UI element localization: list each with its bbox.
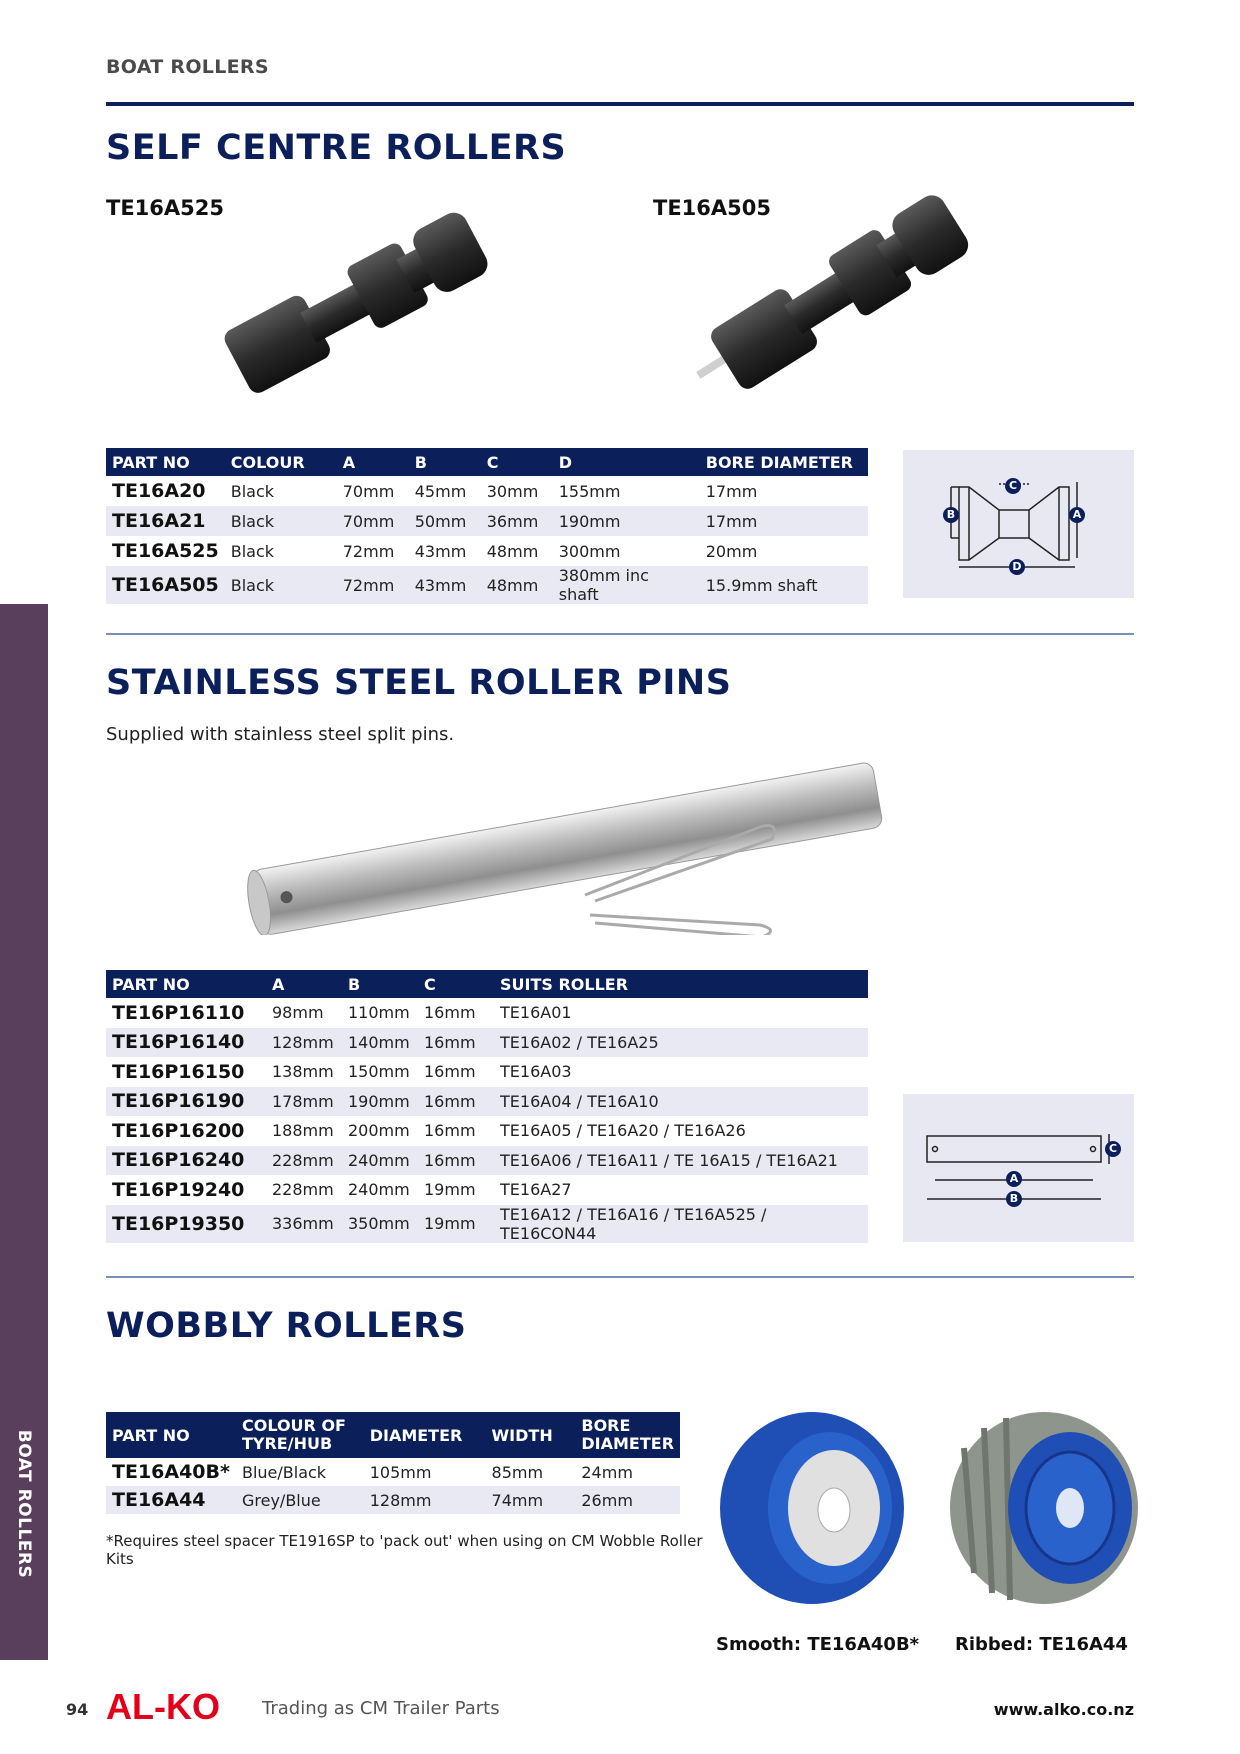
cell: 48mm xyxy=(486,541,539,561)
table-row xyxy=(106,998,868,1028)
cell: 188mm xyxy=(272,1121,334,1141)
dimension-marker-d: D xyxy=(1009,559,1025,575)
website-link[interactable]: www.alko.co.nz xyxy=(993,1700,1134,1719)
cell: TE16A04 / TE16A10 xyxy=(494,1087,868,1117)
wobbly-footnote: *Requires steel spacer TE1916SP to 'pack out' when using on CM Wobble Roller Kits xyxy=(106,1532,703,1568)
side-tab-label: BOAT ROLLERS xyxy=(14,1429,34,1579)
cell: 140mm xyxy=(342,1028,418,1058)
wobbly-table xyxy=(106,1412,680,1514)
page-number: 94 xyxy=(66,1700,89,1719)
table-header-row xyxy=(106,448,868,476)
cell: TE16A06 / TE16A11 / TE 16A15 / TE16A21 xyxy=(494,1146,868,1176)
cell: 43mm xyxy=(414,541,467,561)
table-row xyxy=(106,1116,868,1146)
cell: TE16P16190 xyxy=(106,1087,266,1117)
pins-subtitle: Supplied with stainless steel split pins. xyxy=(106,724,455,745)
cell: TE16A40B* xyxy=(112,1461,230,1483)
section-divider xyxy=(106,1276,1134,1278)
cell: 128mm xyxy=(266,1028,342,1058)
cell: TE16A02 / TE16A25 xyxy=(494,1028,868,1058)
cell: 70mm xyxy=(342,481,395,501)
cell: 240mm xyxy=(348,1180,410,1200)
cell: 105mm xyxy=(369,1462,432,1482)
table-row xyxy=(106,1205,868,1243)
smooth-roller-image xyxy=(712,1408,912,1608)
table-row xyxy=(106,1028,868,1058)
col-d: D xyxy=(553,448,700,476)
dimension-marker-b: B xyxy=(943,507,959,523)
cell: TE16A505 xyxy=(106,566,225,604)
cell: 19mm xyxy=(418,1205,494,1243)
cell: Black xyxy=(230,481,275,501)
table-row xyxy=(106,566,868,604)
alko-logo xyxy=(106,1688,240,1724)
cell: 72mm xyxy=(342,541,395,561)
cell: 350mm xyxy=(342,1205,418,1243)
brand-logo-icon xyxy=(106,1688,240,1724)
dimension-marker-b: B xyxy=(1006,1191,1022,1207)
table-row xyxy=(106,1458,680,1486)
cell: TE16A20 xyxy=(112,480,206,502)
cell: 200mm xyxy=(348,1121,410,1141)
cell: 190mm xyxy=(342,1087,418,1117)
cell: 15.9mm shaft xyxy=(700,566,868,604)
pins-table xyxy=(106,970,868,1243)
self-centre-title: SELF CENTRE ROLLERS xyxy=(106,128,567,168)
cell: 50mm xyxy=(409,506,481,536)
wobbly-title: WOBBLY ROLLERS xyxy=(106,1306,467,1346)
cell: 128mm xyxy=(364,1486,486,1514)
col-b: B xyxy=(342,970,418,998)
cell: TE16A44 xyxy=(106,1486,236,1514)
trading-as: Trading as CM Trailer Parts xyxy=(262,1698,500,1719)
table-row xyxy=(106,536,868,566)
col-part-no: PART NO xyxy=(106,970,266,998)
cell: TE16P19350 xyxy=(106,1205,266,1243)
cell: 17mm xyxy=(700,506,868,536)
col-part-no: PART NO xyxy=(106,1412,236,1458)
dimension-marker-a: A xyxy=(1069,507,1085,523)
cell: 228mm xyxy=(272,1180,334,1200)
table-header-row xyxy=(106,1412,680,1458)
cell: 380mm inc shaft xyxy=(553,566,700,604)
cell: Black xyxy=(225,566,337,604)
cell: TE16A01 xyxy=(500,1003,572,1023)
col-a: A xyxy=(337,448,409,476)
cell: 16mm xyxy=(418,1028,494,1058)
cell: 30mm xyxy=(486,481,539,501)
cell: 26mm xyxy=(575,1486,680,1514)
col-width: WIDTH xyxy=(486,1412,576,1458)
table-row xyxy=(106,476,868,506)
dimension-marker-c: C xyxy=(1105,1141,1121,1157)
col-bore: BORE DIAMETER xyxy=(700,448,868,476)
pins-title: STAINLESS STEEL ROLLER PINS xyxy=(106,663,732,703)
side-tab xyxy=(0,604,48,1660)
cell: 98mm xyxy=(272,1003,324,1023)
cell: 336mm xyxy=(266,1205,342,1243)
cell: 16mm xyxy=(424,1062,476,1082)
cell: TE16P16200 xyxy=(112,1119,245,1142)
col-c: C xyxy=(481,448,553,476)
roller-outline-icon xyxy=(903,450,1134,598)
table-row xyxy=(106,1486,680,1514)
cell: 85mm xyxy=(491,1462,544,1482)
table-row xyxy=(106,1057,868,1087)
cell: 110mm xyxy=(348,1003,410,1023)
col-part-no: PART NO xyxy=(106,448,225,476)
cell: 190mm xyxy=(553,506,700,536)
cell: 16mm xyxy=(424,1003,476,1023)
cell: 240mm xyxy=(342,1146,418,1176)
header-divider xyxy=(106,102,1134,106)
cell: 70mm xyxy=(337,506,409,536)
cell: TE16P16140 xyxy=(106,1028,266,1058)
cell: 20mm xyxy=(705,541,758,561)
cell: 24mm xyxy=(581,1462,633,1482)
col-c: C xyxy=(418,970,494,998)
self-centre-roller-image-2 xyxy=(665,180,985,410)
cell: 72mm xyxy=(337,566,409,604)
cell: 43mm xyxy=(409,566,481,604)
col-a: A xyxy=(266,970,342,998)
roller-caption-2: TE16A505 xyxy=(653,196,771,220)
roller-caption-1: TE16A525 xyxy=(106,196,224,220)
cell: 150mm xyxy=(348,1062,410,1082)
cell: 178mm xyxy=(266,1087,342,1117)
table-row xyxy=(106,1175,868,1205)
cell: 19mm xyxy=(424,1180,476,1200)
cell: TE16A21 xyxy=(106,506,225,536)
self-centre-table xyxy=(106,448,868,604)
table-row xyxy=(106,506,868,536)
cell: Blue/Black xyxy=(241,1462,327,1482)
cell: 138mm xyxy=(272,1062,334,1082)
cell: TE16P16150 xyxy=(112,1060,245,1083)
dimension-marker-a: A xyxy=(1006,1171,1022,1187)
cell: 300mm xyxy=(558,541,621,561)
col-b: B xyxy=(409,448,481,476)
cell: TE16P19240 xyxy=(112,1178,245,1201)
col-colour: COLOUR xyxy=(225,448,337,476)
col-suits-roller: SUITS ROLLER xyxy=(494,970,868,998)
cell: 16mm xyxy=(418,1087,494,1117)
cell: 45mm xyxy=(414,481,467,501)
col-bore: BORE DIAMETER xyxy=(575,1412,680,1458)
cell: Black xyxy=(225,506,337,536)
cell: 228mm xyxy=(266,1146,342,1176)
col-diameter: DIAMETER xyxy=(364,1412,486,1458)
section-label: BOAT ROLLERS xyxy=(106,56,269,78)
table-row xyxy=(106,1146,868,1176)
cell: TE16P16240 xyxy=(106,1146,266,1176)
cell: 17mm xyxy=(705,481,758,501)
cell: TE16A27 xyxy=(500,1180,572,1200)
cell: TE16A525 xyxy=(112,540,219,562)
cell: 16mm xyxy=(418,1146,494,1176)
cell: 74mm xyxy=(486,1486,576,1514)
dimension-marker-c: C xyxy=(1005,478,1021,494)
table-row xyxy=(106,1087,868,1117)
cell: TE16P16110 xyxy=(112,1001,245,1024)
roller-pin-image xyxy=(240,735,890,935)
self-centre-roller-image-1 xyxy=(200,190,500,410)
ribbed-roller-image xyxy=(944,1408,1144,1608)
roller-dimension-diagram xyxy=(903,450,1134,598)
cell: TE16A12 / TE16A16 / TE16A525 / TE16CON44 xyxy=(494,1205,868,1243)
cell: 155mm xyxy=(558,481,621,501)
cell: 16mm xyxy=(424,1121,476,1141)
col-colour: COLOUR OF TYRE/HUB xyxy=(236,1412,364,1458)
pin-outline-icon xyxy=(903,1094,1134,1242)
table-header-row xyxy=(106,970,868,998)
cell: TE16A03 xyxy=(500,1062,572,1082)
cell: Grey/Blue xyxy=(236,1486,364,1514)
cell: TE16A05 / TE16A20 / TE16A26 xyxy=(500,1121,746,1141)
smooth-roller-caption: Smooth: TE16A40B* xyxy=(716,1634,920,1655)
cell: 36mm xyxy=(481,506,553,536)
cell: Black xyxy=(230,541,275,561)
ribbed-roller-caption: Ribbed: TE16A44 xyxy=(955,1634,1128,1655)
cell: 48mm xyxy=(481,566,553,604)
pin-dimension-diagram xyxy=(903,1094,1134,1242)
section-divider xyxy=(106,633,1134,635)
brand-text: AL-KO xyxy=(106,1688,220,1724)
